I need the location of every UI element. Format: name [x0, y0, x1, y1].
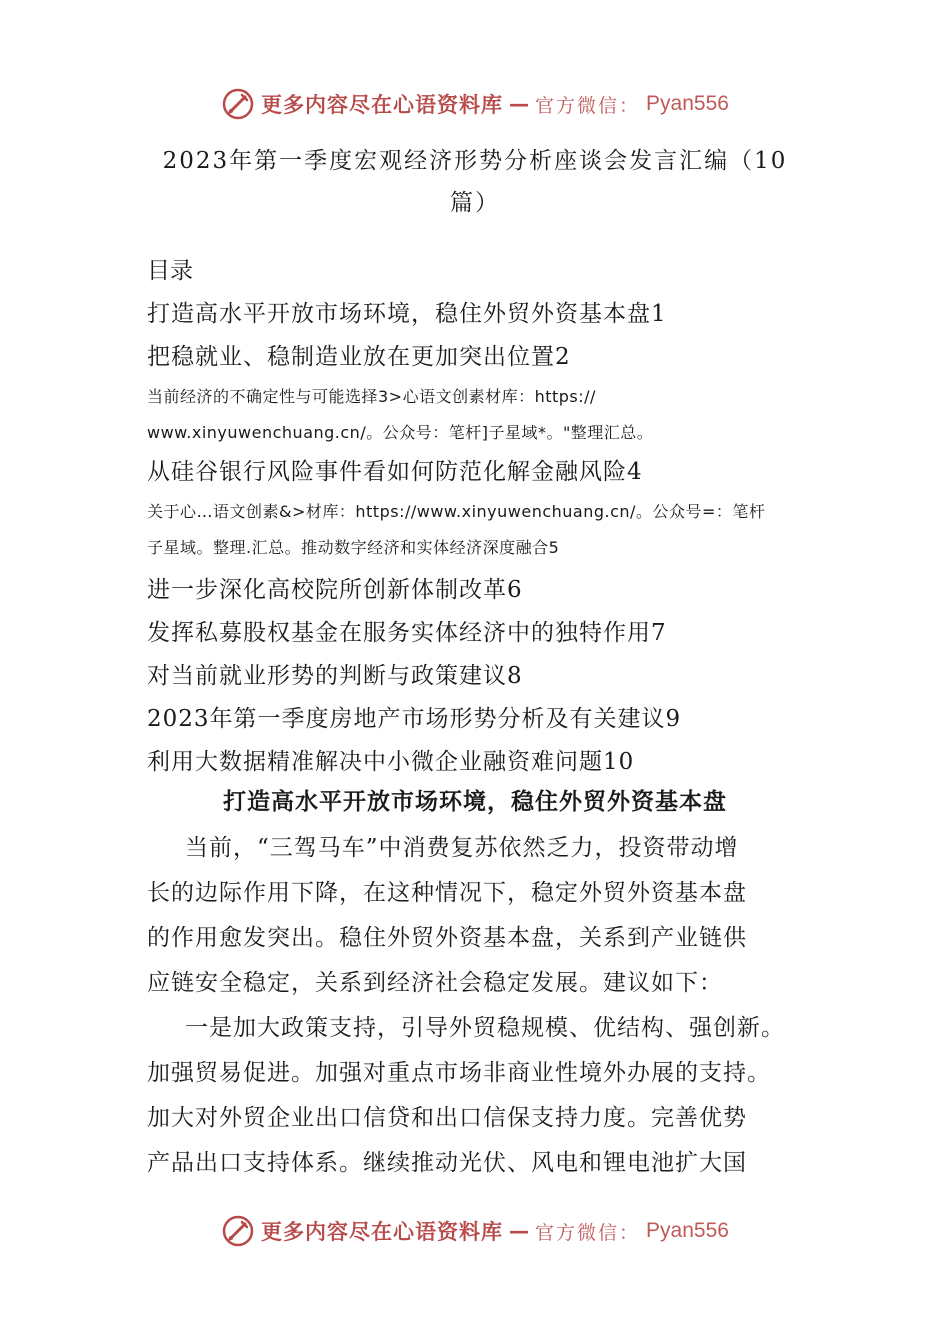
toc-item: www.xinyuwenchuang.cn/。公众号：笔杆]子星域*。"整理汇总。: [147, 423, 654, 442]
banner-separator: —: [509, 1219, 530, 1243]
banner-text: 更多内容尽在心语资料库: [261, 92, 504, 117]
toc-item: 关于心…语文创素&>材库：https://www.xinyuwenchuang.cn/。公众号=：笔杆: [147, 502, 766, 521]
banner-label: 官方微信：: [535, 1221, 641, 1244]
body-line: 产品出口支持体系。继续推动光伏、风电和锂电池扩大国: [147, 1150, 747, 1176]
toc-item: 进一步深化高校院所创新体制改革6: [147, 577, 523, 603]
banner-text: 更多内容尽在心语资料库: [261, 1219, 504, 1244]
banner-wechat-id: Pyan556: [646, 1219, 729, 1242]
toc-item: 对当前就业形势的判断与政策建议8: [147, 663, 523, 689]
toc-item: 打造高水平开放市场环境，稳住外贸外资基本盘1: [147, 301, 667, 327]
body-line: 应链安全稳定，关系到经济社会稳定发展。建议如下：: [147, 970, 723, 996]
section-heading: 打造高水平开放市场环境，稳住外贸外资基本盘: [223, 788, 727, 815]
banner-wechat-id: Pyan556: [646, 92, 729, 115]
toc-heading: 目录: [147, 258, 193, 284]
title-line-2: 篇）: [450, 190, 500, 216]
body-paragraphs: [147, 826, 827, 1186]
title-line-1: 2023年第一季度宏观经济形势分析座谈会发言汇编（10: [162, 148, 788, 174]
pen-seal-logo-icon: [221, 87, 255, 121]
toc-item: 当前经济的不确定性与可能选择3>心语文创素材库：https://: [147, 387, 596, 406]
body-line: 加大对外贸企业出口信贷和出口信保支持力度。完善优势: [147, 1105, 747, 1131]
banner-separator: —: [509, 92, 530, 116]
toc-item: 子星域。整理.汇总。推动数字经济和实体经济深度融合5: [147, 538, 560, 557]
document-title: [150, 140, 800, 224]
toc-item: 利用大数据精准解决中小微企业融资难问题10: [147, 749, 635, 775]
footer-banner: [0, 1211, 950, 1251]
toc-item: 2023年第一季度房地产市场形势分析及有关建议9: [147, 706, 682, 732]
toc-item: 发挥私募股权基金在服务实体经济中的独特作用7: [147, 620, 667, 646]
toc-item: 从硅谷银行风险事件看如何防范化解金融风险4: [147, 459, 643, 485]
toc-item: 把稳就业、稳制造业放在更加突出位置2: [147, 344, 571, 370]
pen-seal-logo-icon: [221, 1214, 255, 1248]
table-of-contents: [147, 293, 827, 784]
body-line: 当前，“三驾马车”中消费复苏依然乏力，投资带动增: [185, 835, 739, 861]
banner-label: 官方微信：: [535, 94, 641, 117]
body-line: 一是加大政策支持，引导外贸稳规模、优结构、强创新。: [185, 1015, 785, 1041]
body-line: 的作用愈发突出。稳住外贸外资基本盘，关系到产业链供: [147, 925, 747, 951]
header-banner: [0, 84, 950, 124]
body-line: 加强贸易促进。加强对重点市场非商业性境外办展的支持。: [147, 1060, 771, 1086]
body-line: 长的边际作用下降，在这种情况下，稳定外贸外资基本盘: [147, 880, 747, 906]
